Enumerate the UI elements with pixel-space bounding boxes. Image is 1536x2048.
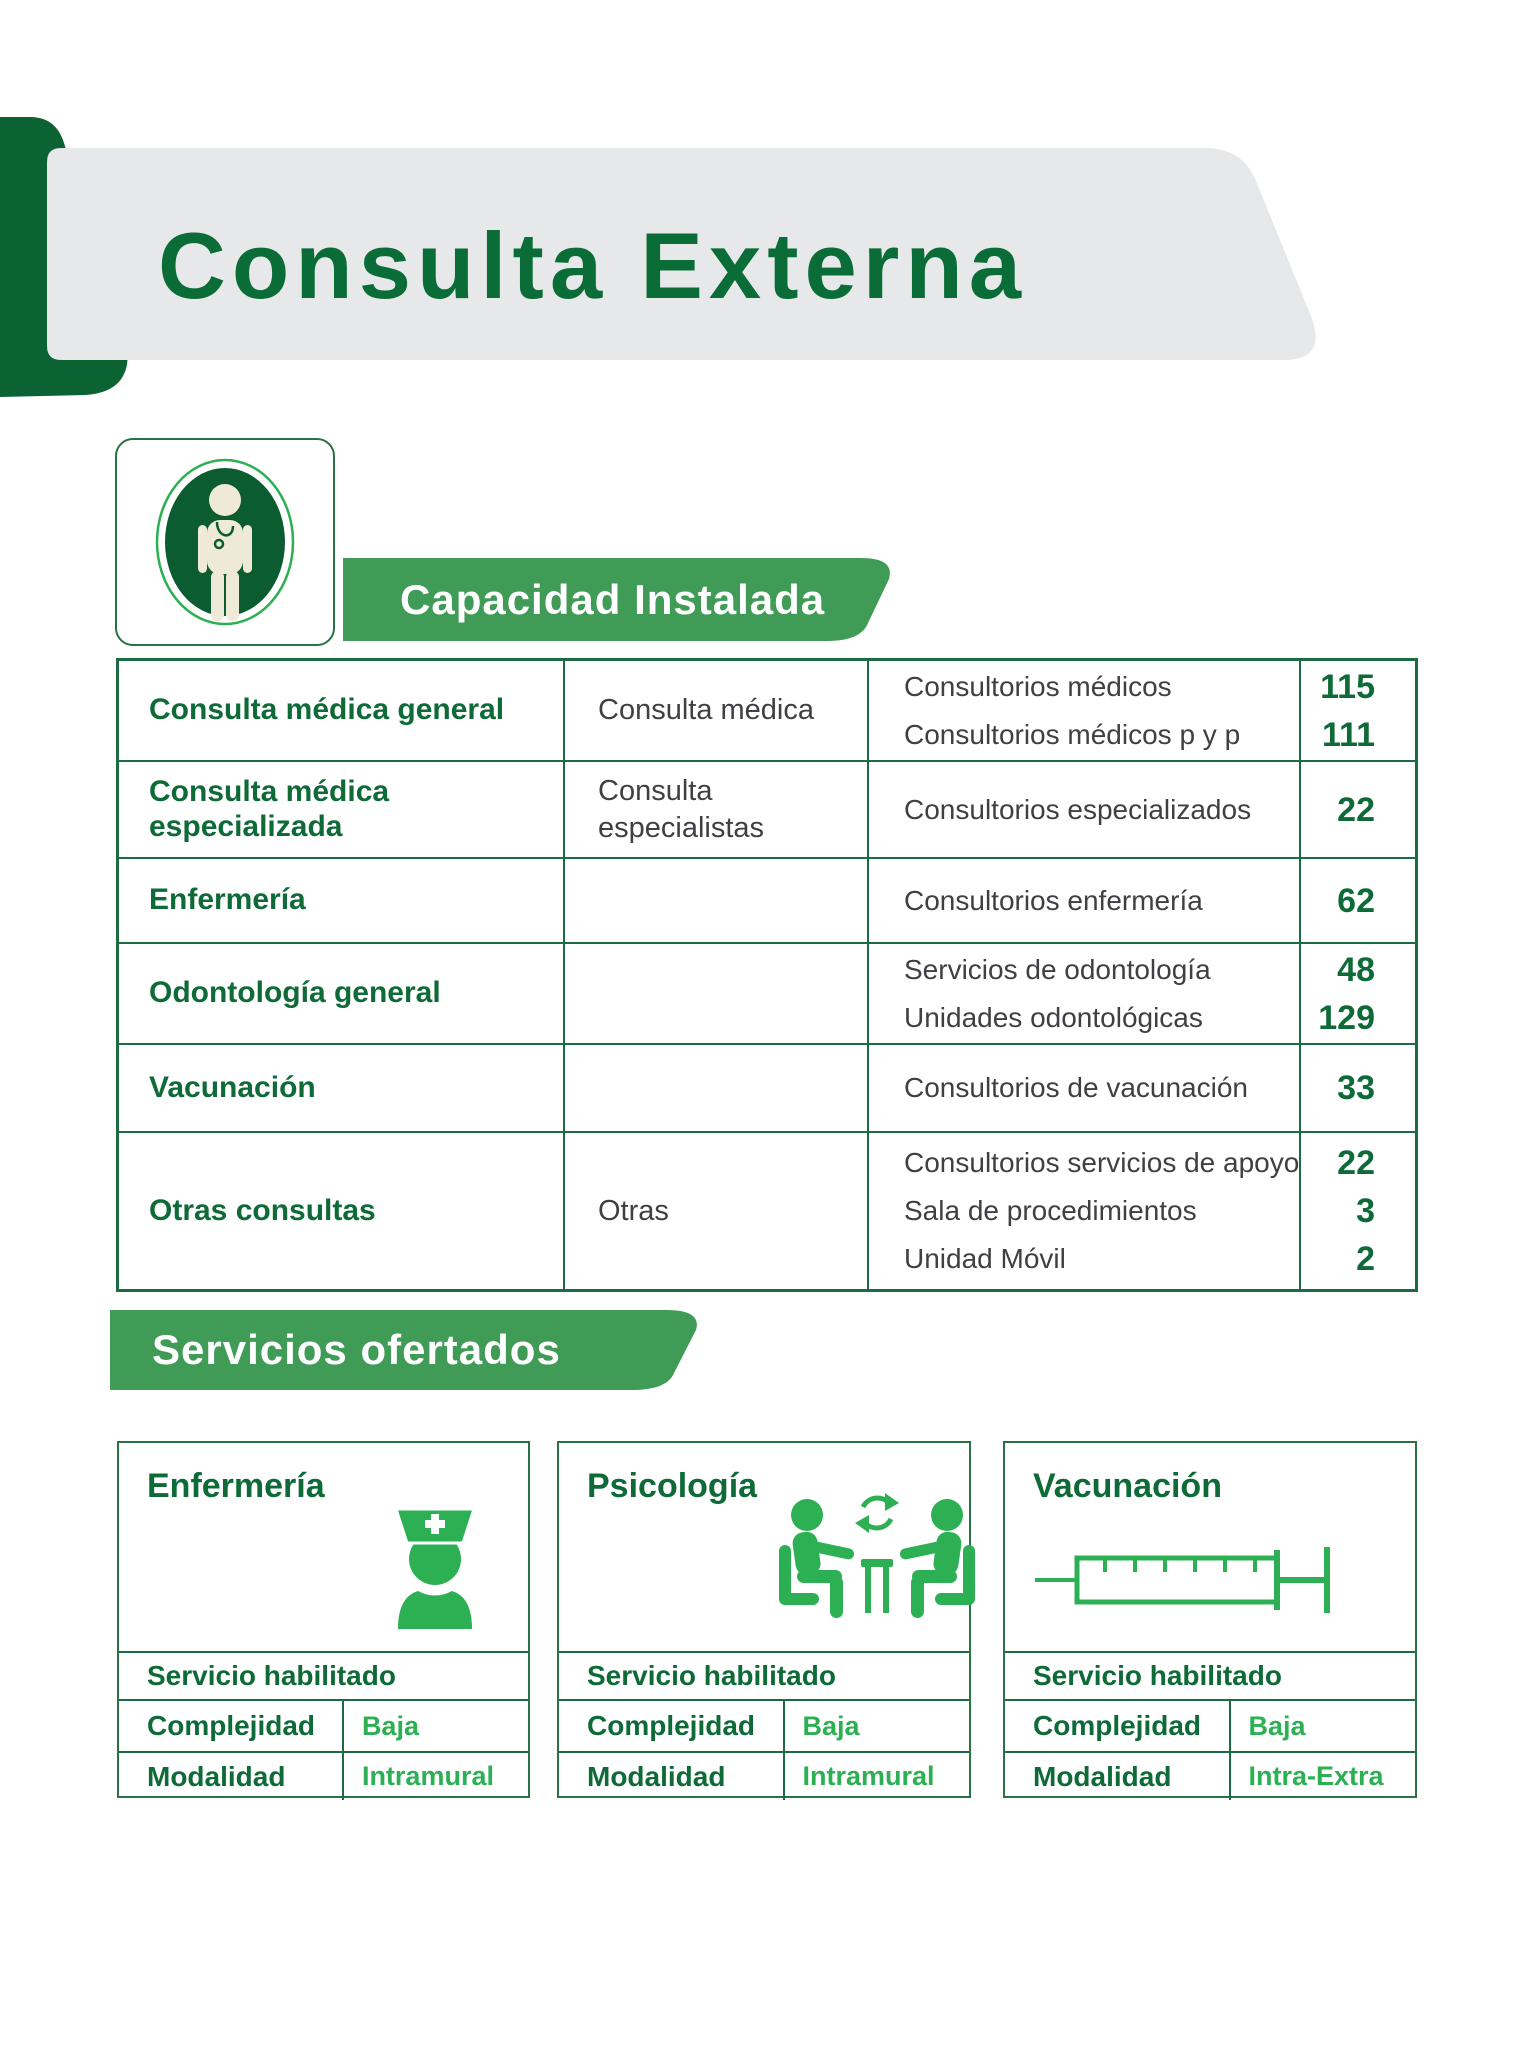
nurse-icon — [390, 1501, 480, 1629]
card-header — [1005, 1443, 1415, 1651]
syringe-icon — [1035, 1545, 1380, 1615]
capacidad-heading: Capacidad Instalada — [400, 575, 826, 623]
modality-label: Modalidad — [119, 1753, 344, 1800]
table-row-details — [869, 1045, 1301, 1133]
table-row-category: Consulta médica especializada — [119, 762, 565, 859]
modality-value: Intra-Extra — [1248, 1761, 1384, 1791]
service-card-vacunacion — [1003, 1441, 1417, 1798]
servicios-heading: Servicios ofertados — [152, 1326, 561, 1373]
detail-value: 22 — [1337, 790, 1375, 829]
detail-value: 3 — [1356, 1192, 1375, 1230]
service-card-psicologia — [557, 1441, 971, 1798]
detail-label: Consultorios de vacunación — [904, 1072, 1248, 1103]
complexity-value: Baja — [361, 1710, 419, 1741]
modality-label: Modalidad — [559, 1753, 785, 1800]
modality-label: Modalidad — [1005, 1753, 1231, 1800]
detail-value: 33 — [1337, 1069, 1375, 1107]
table-row-values — [1301, 762, 1415, 859]
table-row-subcategory — [565, 944, 869, 1045]
doctor-icon — [117, 440, 333, 644]
complexity-row — [559, 1699, 969, 1751]
detail-value: 48 — [1337, 950, 1375, 989]
table-row-details — [869, 762, 1301, 859]
detail-value: 62 — [1337, 881, 1375, 920]
therapy-session-icon — [767, 1485, 987, 1635]
table-row-subcategory — [565, 1045, 869, 1133]
service-enabled-label: Servicio habilitado — [1005, 1651, 1415, 1699]
table-row-details — [869, 859, 1301, 944]
complexity-label: Complejidad — [119, 1701, 344, 1751]
page-title: Consulta Externa — [158, 213, 1028, 318]
table-row-subcategory: Consulta especialistas — [565, 762, 869, 859]
card-header — [119, 1443, 528, 1651]
complexity-value: Baja — [1248, 1710, 1306, 1741]
detail-label: Consultorios servicios de apoyo — [904, 1147, 1300, 1178]
modality-value: Intramural — [361, 1761, 494, 1791]
detail-value: 115 — [1320, 667, 1375, 706]
table-row-category: Enfermería — [119, 859, 565, 944]
table-row-subcategory: Consulta médica — [565, 661, 869, 762]
table-row-values — [1301, 661, 1415, 762]
complexity-value: Baja — [802, 1710, 860, 1741]
detail-value: 2 — [1356, 1240, 1375, 1278]
card-title: Psicología — [587, 1467, 758, 1505]
table-row-category: Odontología general — [119, 944, 565, 1045]
card-title: Vacunación — [1033, 1467, 1222, 1505]
doctor-icon-card — [115, 438, 335, 646]
table-row-category: Otras consultas — [119, 1133, 565, 1289]
complexity-row — [119, 1699, 528, 1751]
card-title: Enfermería — [147, 1467, 325, 1505]
table-row-category: Consulta médica general — [119, 661, 565, 762]
service-enabled-label: Servicio habilitado — [119, 1651, 528, 1699]
table-row-category: Vacunación — [119, 1045, 565, 1133]
capacity-table — [116, 658, 1418, 1292]
modality-row — [119, 1751, 528, 1800]
complexity-row — [1005, 1699, 1415, 1751]
table-row-details — [869, 1133, 1301, 1289]
table-row-subcategory — [565, 859, 869, 944]
detail-label: Servicios de odontología — [904, 953, 1211, 985]
modality-row — [1005, 1751, 1415, 1800]
detail-label: Sala de procedimientos — [904, 1195, 1197, 1226]
detail-label: Consultorios médicos p y p — [904, 718, 1241, 750]
detail-value: 129 — [1318, 998, 1375, 1037]
service-card-enfermeria — [117, 1441, 530, 1798]
table-row-details — [869, 661, 1301, 762]
modality-row — [559, 1751, 969, 1800]
table-row-values — [1301, 944, 1415, 1045]
table-row-values — [1301, 1045, 1415, 1133]
complexity-label: Complejidad — [1005, 1701, 1231, 1751]
detail-value: 111 — [1322, 715, 1375, 754]
detail-label: Unidad Móvil — [904, 1243, 1066, 1274]
detail-value: 22 — [1337, 1144, 1375, 1182]
detail-label: Consultorios enfermería — [904, 884, 1203, 916]
card-header — [559, 1443, 969, 1651]
detail-label: Unidades odontológicas — [904, 1001, 1203, 1033]
table-row-subcategory: Otras — [565, 1133, 869, 1289]
table-row-values — [1301, 1133, 1415, 1289]
detail-label: Consultorios especializados — [904, 793, 1252, 825]
complexity-label: Complejidad — [559, 1701, 785, 1751]
modality-value: Intramural — [802, 1761, 935, 1791]
table-row-values — [1301, 859, 1415, 944]
service-enabled-label: Servicio habilitado — [559, 1651, 969, 1699]
detail-label: Consultorios médicos — [904, 670, 1172, 702]
table-row-details — [869, 944, 1301, 1045]
